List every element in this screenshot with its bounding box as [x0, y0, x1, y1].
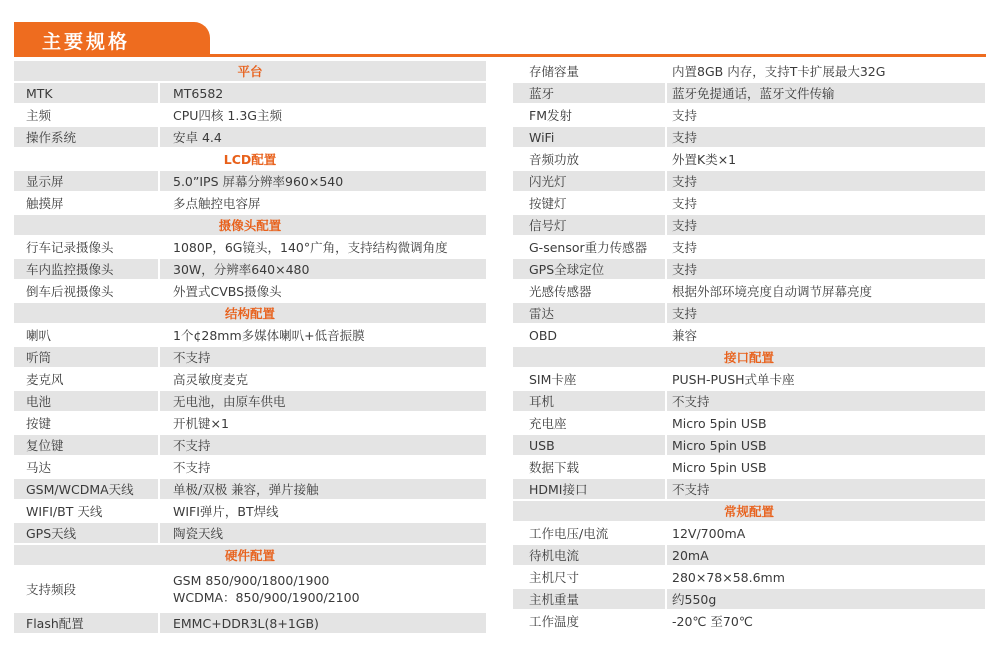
spec-value — [667, 303, 985, 323]
spec-value-line: WCDMA：850/900/1900/2100 — [173, 589, 360, 605]
spec-value-line: 支持 — [672, 108, 698, 123]
spec-label: 显示屏 — [14, 171, 160, 191]
spec-value-line: GSM 850/900/1800/1900 — [173, 572, 330, 588]
spec-value-line: 支持 — [672, 130, 698, 145]
spec-table-left — [14, 61, 486, 635]
spec-label: 雷达 — [513, 303, 667, 323]
spec-value — [160, 105, 486, 125]
spec-label: 信号灯 — [513, 215, 667, 235]
spec-value — [160, 567, 486, 611]
spec-value — [160, 127, 486, 147]
spec-row — [513, 83, 985, 103]
title-underline — [14, 54, 986, 57]
spec-label: SIM卡座 — [513, 369, 667, 389]
spec-row — [14, 457, 486, 477]
spec-label: 触摸屏 — [14, 193, 160, 213]
spec-value-line: 不支持 — [173, 438, 211, 453]
spec-value-line: 不支持 — [173, 350, 211, 365]
spec-value-line: 支持 — [672, 240, 698, 255]
spec-value — [667, 545, 985, 565]
spec-row — [14, 105, 486, 125]
spec-label: GPS全球定位 — [513, 259, 667, 279]
spec-value-line: 多点触控电容屏 — [173, 196, 261, 211]
spec-value — [667, 325, 985, 345]
spec-value — [667, 149, 985, 169]
spec-value — [160, 259, 486, 279]
spec-label: 马达 — [14, 457, 160, 477]
spec-value-line: -20℃ 至70℃ — [672, 614, 753, 629]
spec-label: 待机电流 — [513, 545, 667, 565]
spec-value — [667, 479, 985, 499]
page-title: 主要规格 — [42, 31, 131, 53]
spec-label: 音频功放 — [513, 149, 667, 169]
spec-value — [667, 523, 985, 543]
spec-label: OBD — [513, 325, 667, 345]
spec-label: 听筒 — [14, 347, 160, 367]
spec-value-line: 不支持 — [173, 460, 211, 475]
spec-value — [667, 589, 985, 609]
section-header: 常规配置 — [513, 501, 985, 521]
spec-label: 存储容量 — [513, 61, 667, 81]
spec-row — [513, 149, 985, 169]
spec-value-line: 外置式CVBS摄像头 — [173, 284, 282, 299]
spec-label: 主机重量 — [513, 589, 667, 609]
spec-value-line: 兼容 — [672, 328, 698, 343]
spec-value-line: 20mA — [672, 547, 709, 563]
spec-row — [513, 457, 985, 477]
spec-value-line: 支持 — [672, 218, 698, 233]
spec-label: 闪光灯 — [513, 171, 667, 191]
spec-value-line: 支持 — [672, 174, 698, 189]
spec-value — [160, 83, 486, 103]
spec-value — [160, 347, 486, 367]
spec-label: Flash配置 — [14, 613, 160, 633]
spec-value — [667, 567, 985, 587]
spec-value — [667, 391, 985, 411]
spec-value — [667, 435, 985, 455]
spec-value — [160, 237, 486, 257]
spec-value — [667, 259, 985, 279]
spec-value-line: EMMC+DDR3L(8+1GB) — [173, 615, 319, 631]
spec-value-line: 5.0”IPS 屏幕分辨率960×540 — [173, 174, 344, 189]
spec-row — [14, 435, 486, 455]
section-header: 摄像头配置 — [14, 215, 486, 235]
spec-label: HDMI接口 — [513, 479, 667, 499]
spec-value — [667, 105, 985, 125]
section-header: 结构配置 — [14, 303, 486, 323]
spec-label: 工作电压/电流 — [513, 523, 667, 543]
spec-label: GSM/WCDMA天线 — [14, 479, 160, 499]
spec-row — [14, 325, 486, 345]
spec-row — [513, 413, 985, 433]
spec-label: 充电座 — [513, 413, 667, 433]
spec-value — [160, 391, 486, 411]
spec-value-line: WIFI弹片，BT焊线 — [173, 504, 279, 519]
spec-row — [14, 237, 486, 257]
spec-value-line: Micro 5pin USB — [672, 459, 767, 475]
spec-label: WiFi — [513, 127, 667, 147]
spec-row — [513, 193, 985, 213]
spec-label: 按键 — [14, 413, 160, 433]
spec-value-line: 高灵敏度麦克 — [173, 372, 249, 387]
spec-row — [14, 347, 486, 367]
spec-row — [14, 479, 486, 499]
spec-value — [160, 435, 486, 455]
spec-value-line: 支持 — [672, 306, 698, 321]
spec-label: 蓝牙 — [513, 83, 667, 103]
spec-value-line: 280×78×58.6mm — [672, 569, 785, 585]
spec-value — [667, 413, 985, 433]
spec-value-line: 根据外部环境亮度自动调节屏幕亮度 — [672, 284, 873, 299]
spec-value-line: 外置K类×1 — [672, 152, 737, 167]
spec-row — [14, 369, 486, 389]
spec-value-line: Micro 5pin USB — [672, 437, 767, 453]
spec-label: 耳机 — [513, 391, 667, 411]
spec-value-line: 1080P，6G镜头，140°广角，支持结构微调角度 — [173, 240, 448, 255]
spec-value — [160, 171, 486, 191]
spec-value — [160, 369, 486, 389]
spec-value-line: 支持 — [672, 262, 698, 277]
spec-row — [14, 127, 486, 147]
spec-value — [160, 325, 486, 345]
spec-label: 光感传感器 — [513, 281, 667, 301]
spec-row — [513, 589, 985, 609]
spec-value — [667, 457, 985, 477]
section-header: 接口配置 — [513, 347, 985, 367]
spec-label: 操作系统 — [14, 127, 160, 147]
spec-label: 主机尺寸 — [513, 567, 667, 587]
spec-row — [513, 281, 985, 301]
spec-value — [160, 457, 486, 477]
section-header: LCD配置 — [14, 149, 486, 169]
spec-row — [513, 259, 985, 279]
spec-row — [14, 193, 486, 213]
spec-row — [513, 303, 985, 323]
spec-label: 麦克风 — [14, 369, 160, 389]
spec-row — [14, 391, 486, 411]
spec-label: 倒车后视摄像头 — [14, 281, 160, 301]
spec-row — [513, 567, 985, 587]
spec-value-line: 30W，分辨率640×480 — [173, 262, 310, 277]
spec-value-line: CPU四核 1.3G主频 — [173, 108, 282, 123]
spec-value — [667, 611, 985, 631]
spec-value-line: Micro 5pin USB — [672, 415, 767, 431]
spec-value-line: 内置8GB 内存，支持T卡扩展最大32G — [672, 64, 886, 79]
spec-value-line: 不支持 — [672, 394, 710, 409]
spec-value-line: 无电池，由原车供电 — [173, 394, 286, 409]
spec-value — [667, 83, 985, 103]
spec-row — [513, 545, 985, 565]
spec-label: 复位键 — [14, 435, 160, 455]
spec-value — [667, 193, 985, 213]
spec-value-line: 开机键×1 — [173, 416, 229, 431]
spec-value-line: 1个¢28mm多媒体喇叭+低音振膜 — [173, 328, 365, 343]
spec-row — [513, 171, 985, 191]
spec-value-line: 不支持 — [672, 482, 710, 497]
spec-row — [513, 237, 985, 257]
spec-table-right — [513, 61, 985, 633]
spec-value — [160, 613, 486, 633]
spec-row — [513, 61, 985, 81]
spec-value-line: 陶瓷天线 — [173, 526, 224, 541]
spec-value-line: 安卓 4.4 — [173, 130, 222, 145]
spec-row — [14, 259, 486, 279]
spec-label: 电池 — [14, 391, 160, 411]
spec-value-line: 约550g — [672, 592, 717, 607]
spec-row — [14, 281, 486, 301]
spec-row — [513, 391, 985, 411]
spec-label: 喇叭 — [14, 325, 160, 345]
section-header: 平台 — [14, 61, 486, 81]
spec-value — [667, 127, 985, 147]
spec-label: 行车记录摄像头 — [14, 237, 160, 257]
spec-row — [513, 325, 985, 345]
spec-row — [513, 611, 985, 631]
spec-label: 按键灯 — [513, 193, 667, 213]
section-header: 硬件配置 — [14, 545, 486, 565]
spec-label: 主频 — [14, 105, 160, 125]
spec-label: 工作温度 — [513, 611, 667, 631]
spec-row — [513, 215, 985, 235]
title-tab — [14, 22, 210, 56]
spec-row — [14, 83, 486, 103]
spec-row — [14, 567, 486, 611]
spec-row — [14, 523, 486, 543]
spec-row — [513, 523, 985, 543]
spec-value-line: 单极/双极 兼容，弹片接触 — [173, 482, 319, 497]
spec-value-line: 蓝牙免提通话，蓝牙文件传输 — [672, 86, 835, 101]
spec-value — [667, 215, 985, 235]
spec-value-line: PUSH-PUSH式单卡座 — [672, 372, 795, 387]
spec-value-line: MT6582 — [173, 85, 224, 101]
spec-value — [667, 369, 985, 389]
spec-value — [667, 61, 985, 81]
spec-row — [513, 479, 985, 499]
spec-value — [160, 193, 486, 213]
spec-row — [14, 413, 486, 433]
spec-value — [667, 237, 985, 257]
spec-row — [14, 613, 486, 633]
spec-label: 支持频段 — [14, 567, 160, 611]
spec-label: WIFI/BT 天线 — [14, 501, 160, 521]
spec-value — [160, 523, 486, 543]
spec-value-line: 支持 — [672, 196, 698, 211]
spec-value — [667, 171, 985, 191]
spec-label: 车内监控摄像头 — [14, 259, 160, 279]
spec-value — [160, 501, 486, 521]
spec-row — [513, 127, 985, 147]
spec-row — [513, 369, 985, 389]
spec-label: 数据下载 — [513, 457, 667, 477]
spec-value — [160, 281, 486, 301]
spec-row — [513, 105, 985, 125]
spec-label: G-sensor重力传感器 — [513, 237, 667, 257]
spec-value — [160, 413, 486, 433]
spec-value — [667, 281, 985, 301]
spec-label: GPS天线 — [14, 523, 160, 543]
spec-row — [513, 435, 985, 455]
spec-value-line: 12V/700mA — [672, 525, 746, 541]
spec-label: USB — [513, 435, 667, 455]
spec-label: MTK — [14, 83, 160, 103]
spec-value — [160, 479, 486, 499]
spec-row — [14, 501, 486, 521]
spec-label: FM发射 — [513, 105, 667, 125]
spec-row — [14, 171, 486, 191]
